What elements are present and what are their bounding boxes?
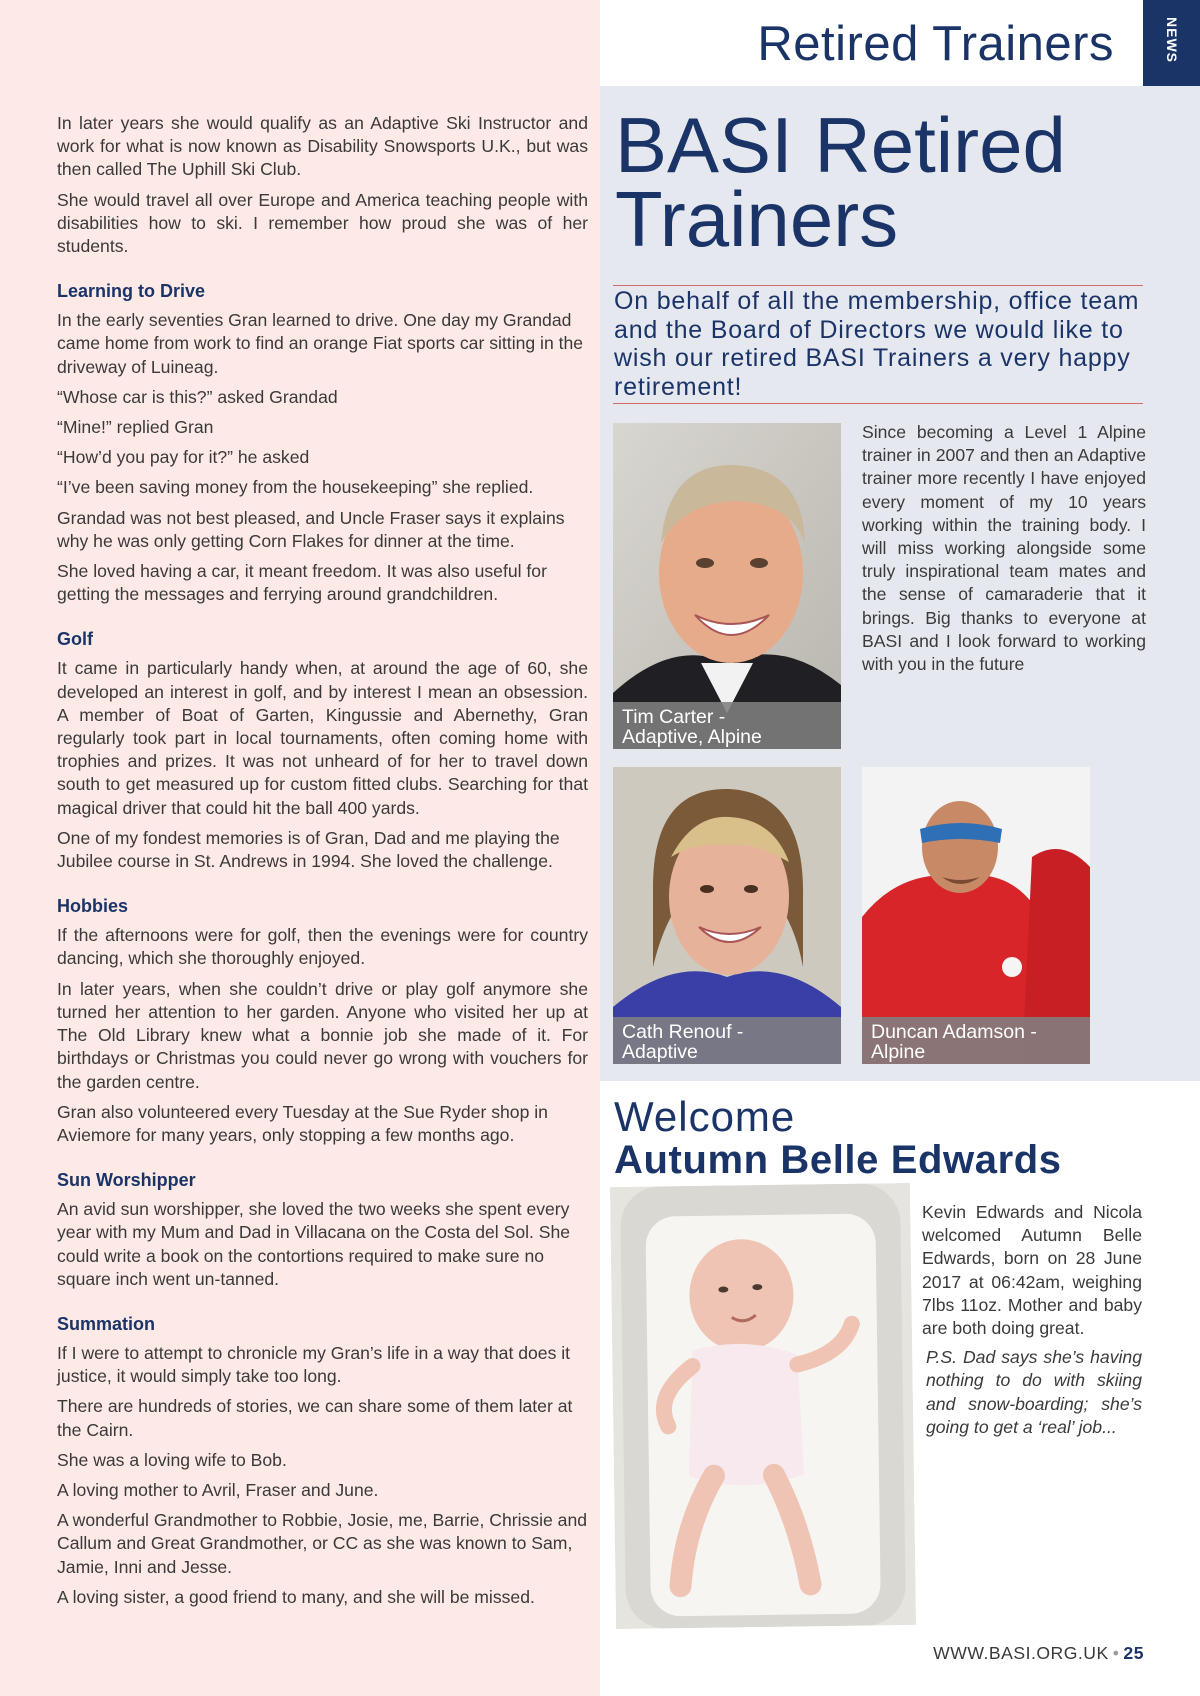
paragraph: It came in particularly handy when, at around the age of 60, she developed an interest in golf, and by interest I mean an obsession. A member of Boat of Garten, Kingussie and Abernethy, Gran regularly took part in local tournaments, often coming home with trophies and prizes. It was not unheard of for her to travel down south to get measured up for custom fitted clubs. Searching for that magical driver that could hit the ball 400 yards. bbox=[57, 658, 588, 818]
paragraph: A wonderful Grandmother to Robbie, Josie, me, Barrie, Chrissie and Callum and Great Grandmother, or CC as she was known to Sam, Jamie, Inni and Jesse. bbox=[57, 1510, 588, 1577]
paragraph: “Whose car is this?” asked Grandad bbox=[57, 386, 338, 407]
portrait-image bbox=[613, 423, 841, 749]
section-heading-sun: Sun Worshipper bbox=[57, 1170, 196, 1191]
page-number: 25 bbox=[1123, 1643, 1144, 1663]
caption-line: Duncan Adamson - bbox=[871, 1021, 1037, 1043]
caption-line: Tim Carter - bbox=[622, 706, 726, 728]
paragraph: If the afternoons were for golf, then the evenings were for country dancing, which she thoroughly enjoyed. bbox=[57, 925, 588, 969]
caption-line: Cath Renouf - bbox=[622, 1021, 744, 1043]
paragraph: In later years she would qualify as an Adaptive Ski Instructor and work for what is now known as Disability Snowsports U.K., but was then called The Uphill Ski Club. bbox=[57, 113, 588, 180]
baby-photo bbox=[610, 1183, 916, 1629]
article-intro: On behalf of all the membership, office team and the Board of Directors we would like to wish our retired BASI Trainers a very happy retirement! bbox=[614, 287, 1140, 401]
paragraph: One of my fondest memories is of Gran, Dad and me playing the Jubilee course in St. Andrews in 1994. She loved the challenge. bbox=[57, 827, 560, 872]
paragraph: A loving sister, a good friend to many, and she will be missed. bbox=[57, 1586, 535, 1607]
paragraph: She was a loving wife to Bob. bbox=[57, 1449, 287, 1470]
section-tab bbox=[1143, 0, 1200, 86]
paragraph: In the early seventies Gran learned to drive. One day my Grandad came home from work to find an orange Fiat sports car sitting in the driveway of Luineag. bbox=[57, 310, 584, 377]
caption-line: Alpine bbox=[871, 1041, 926, 1063]
tim-carter-caption bbox=[613, 702, 841, 749]
duncan-adamson-photo bbox=[862, 767, 1090, 1064]
welcome-heading bbox=[614, 1093, 1174, 1182]
page-title: Retired Trainers bbox=[757, 17, 1114, 71]
paragraph: If I were to attempt to chronicle my Gran’s life in a way that does it justice, it would simply take too long. bbox=[57, 1342, 571, 1387]
paragraph: There are hundreds of stories, we can share some of them later at the Cairn. bbox=[57, 1396, 573, 1440]
caption-line: Adaptive bbox=[622, 1041, 698, 1063]
duncan-adamson-caption bbox=[862, 1017, 1090, 1064]
paragraph: “Mine!” replied Gran bbox=[57, 417, 214, 438]
paragraph: An avid sun worshipper, she loved the two weeks she spent every year with my Mum and Dad in Villacana on the Costa del Sol. She could write a book on the contortions required to make sure no square inch went un-tanned. bbox=[57, 1199, 571, 1289]
paragraph: She would travel all over Europe and America teaching people with disabilities how to ski. I remember how proud she was of her students. bbox=[57, 189, 588, 257]
article-title-line2: Trainers bbox=[615, 175, 899, 263]
caption-line: Adaptive, Alpine bbox=[622, 726, 762, 748]
welcome-line1: Welcome bbox=[614, 1093, 796, 1140]
paragraph: She loved having a car, it meant freedom. It was also useful for getting the messages and ferrying around grandchildren. bbox=[57, 561, 547, 605]
section-heading-hobbies: Hobbies bbox=[57, 896, 129, 917]
divider bbox=[613, 403, 1143, 404]
article-title-line1: BASI Retired bbox=[615, 101, 1066, 189]
paragraph: In later years, when she couldn’t drive or play golf anymore she turned her attention to her garden. Anyone who visited her up at The Old Library knew what a bonnie job she made of it. For birthdays or Christmas you could never go wrong with vouchers for the garden centre. bbox=[57, 978, 588, 1092]
section-tab-label: NEWS bbox=[1163, 17, 1180, 63]
article-title bbox=[615, 101, 1175, 263]
welcome-text bbox=[922, 1201, 1142, 1445]
paragraph: Kevin Edwards and Nicola welcomed Autumn Belle Edwards, born on 28 June 2017 at 06:42am, weighing 7lbs 11oz. Mother and baby are both doing great. bbox=[922, 1202, 1142, 1339]
paragraph: “How’d you pay for it?” he asked bbox=[57, 447, 310, 468]
welcome-line2: Autumn Belle Edwards bbox=[614, 1138, 1062, 1182]
divider bbox=[613, 285, 1143, 286]
section-heading-driving: Learning to Drive bbox=[57, 281, 206, 302]
postscript: P.S. Dad says she’s having nothing to do with skiing and snow-boarding; she’s going to get a ‘real’ job... bbox=[926, 1347, 1142, 1437]
paragraph: Grandad was not best pleased, and Uncle Fraser says it explains why he was only getting Corn Flakes for dinner at the time. bbox=[57, 507, 565, 551]
page-footer bbox=[933, 1643, 1144, 1664]
tim-carter-photo bbox=[613, 423, 841, 749]
paragraph: “I’ve been saving money from the housekeeping” she replied. bbox=[57, 477, 534, 498]
section-heading-golf: Golf bbox=[57, 629, 93, 650]
baby-image bbox=[610, 1183, 916, 1629]
tim-carter-bio: Since becoming a Level 1 Alpine trainer in 2007 and then an Adaptive trainer more recently I have enjoyed every moment of my 10 years working within the training body. I will miss working alongside some truly inspirational team mates and the sense of camaraderie that it brings. Big thanks to everyone at BASI and I look forward to working with you in the future bbox=[862, 422, 1146, 675]
footer-separator: • bbox=[1112, 1643, 1120, 1663]
obituary-article bbox=[57, 112, 588, 1616]
paragraph: A loving mother to Avril, Fraser and June. bbox=[57, 1479, 379, 1500]
cath-renouf-caption bbox=[613, 1017, 841, 1064]
footer-url[interactable]: WWW.BASI.ORG.UK bbox=[933, 1643, 1109, 1663]
section-heading-summation: Summation bbox=[57, 1313, 156, 1334]
cath-renouf-photo bbox=[613, 767, 841, 1064]
paragraph: Gran also volunteered every Tuesday at the Sue Ryder shop in Aviemore for many years, only stopping a few months ago. bbox=[57, 1101, 548, 1145]
